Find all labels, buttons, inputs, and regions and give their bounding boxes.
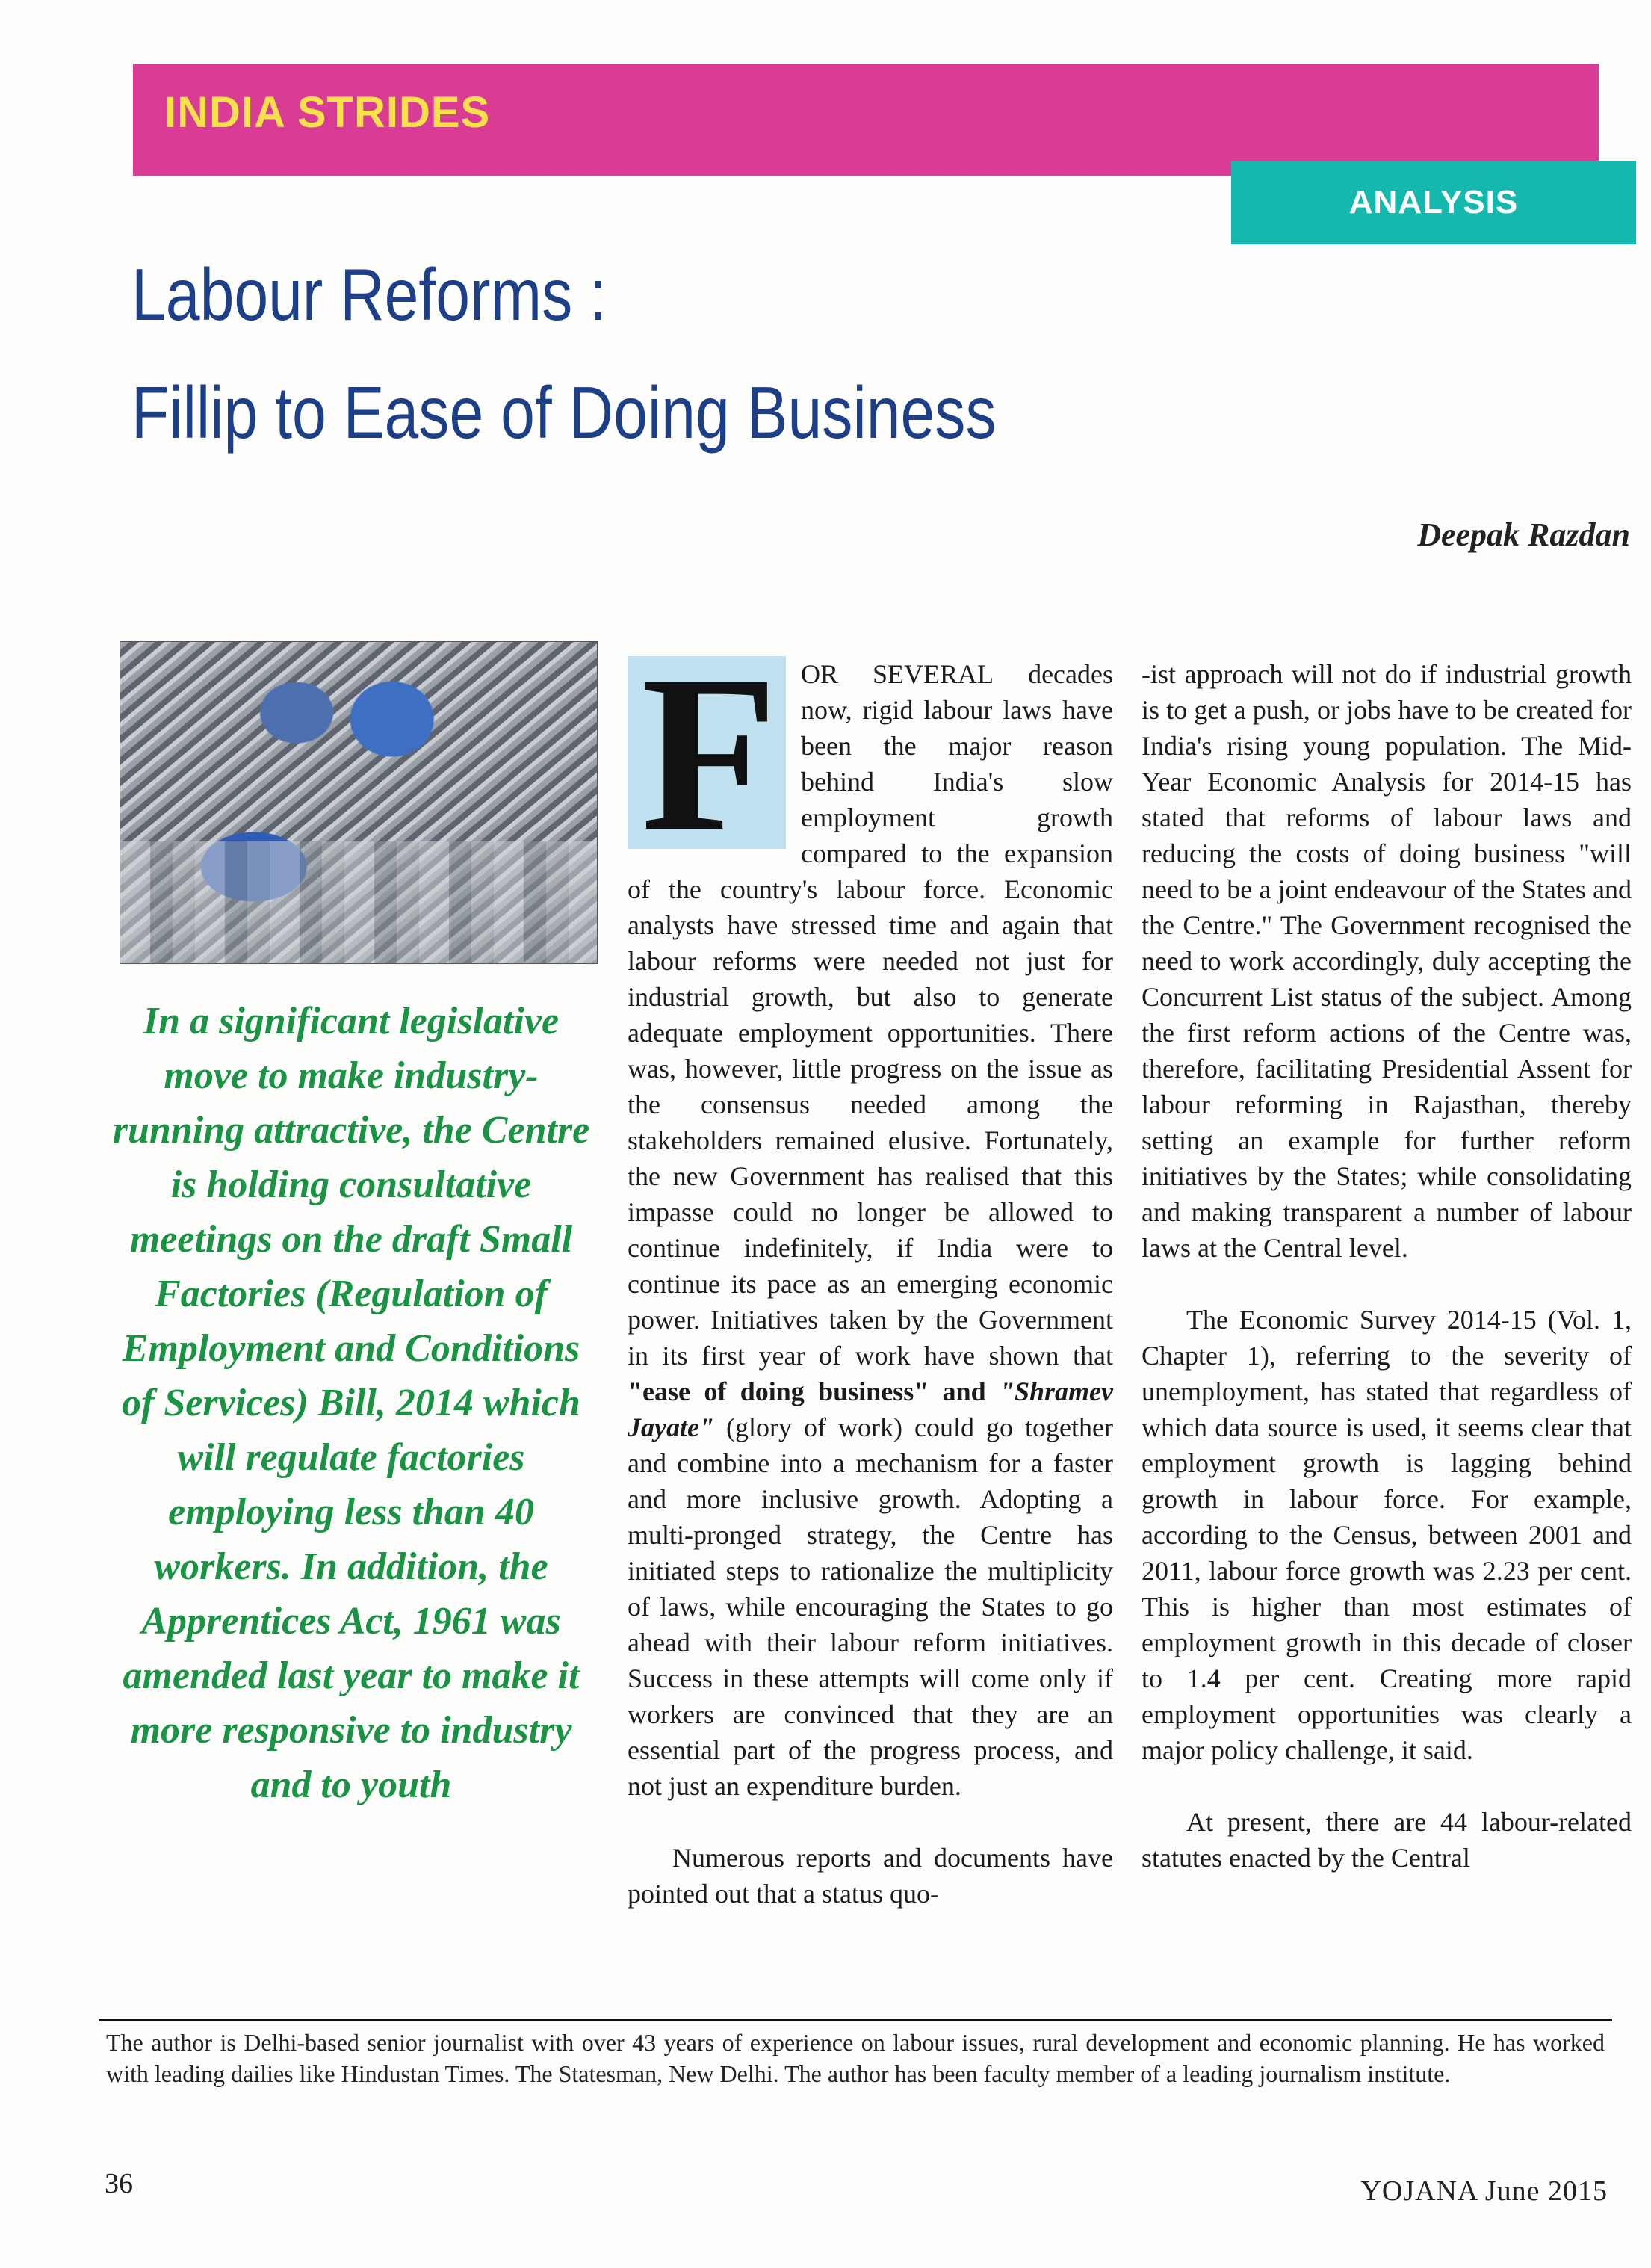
- pull-quote: In a significant legislative move to make industry-running attractive, the Centre is holding consultative meetings on the draft Small Factories (Regulation of Employment and Conditions of Services) Bill, 2014 which will regulate factories employing less than 40 workers. In addition, the Apprentices Act, 1961 was amended last year to make it more responsive to industry and to youth: [112, 1000, 590, 1806]
- paragraph-2: Numerous reports and documents have pointed out that a status quo-: [628, 1843, 1113, 1909]
- machinery-pattern: [120, 841, 597, 963]
- drop-cap-letter: F: [641, 629, 778, 877]
- paragraph-4: The Economic Survey 2014-15 (Vol. 1, Chapter 1), referring to the severity of unemployment, has stated that regardless of which data source is used, it seems clear that employment growth is lagging behind growth in labour force. For example, according to the Census, between 2001 and 2011, labour force growth was 2.23 per cent. This is higher than most estimates of employment growth in this decade of closer to 1.4 per cent. Creating more rapid employment opportunities was clearly a major policy challenge, it said.: [1142, 1305, 1632, 1765]
- paragraph-1-end: (glory of work) could go together and combine into a mechanism for a faster and more inclusive growth. Adopting a multi-pronged strategy, the Centre has initiated steps to rationalize the multiplicity of laws, while encouraging the States to go ahead with their labour reform initiatives. Success in these attempts will come only if workers are convinced that they are an essential part of the progress process, and not just an expenditure burden.: [628, 1412, 1113, 1801]
- factory-photo: [120, 641, 598, 964]
- headline-line-1: Labour Reforms :: [131, 253, 607, 336]
- section-banner: [133, 64, 1599, 176]
- analysis-tag: ANALYSIS: [1231, 161, 1636, 244]
- section-title: INDIA STRIDES: [164, 88, 491, 137]
- author-byline: Deepak Razdan: [1417, 516, 1630, 553]
- lead-in: OR SEVERAL: [801, 659, 994, 689]
- ease-of-business-phrase: "ease of doing business" and: [628, 1376, 986, 1406]
- article-headline: [131, 235, 1073, 472]
- shramev-jayate-phrase: "Shramev Jayate": [628, 1376, 1114, 1442]
- paragraph-5: At present, there are 44 labour-related statutes enacted by the Central: [1142, 1807, 1632, 1873]
- article-column-3: [1142, 656, 1632, 1876]
- author-footnote: The author is Delhi-based senior journalist with over 43 years of experience on labour issues, rural development and economic planning. He has worked with leading dailies like Hindustan Times. The Statesman, New Delhi. The author has been faculty member of a leading journalism institute.: [106, 2029, 1605, 2087]
- footnote-divider: [99, 2019, 1612, 2021]
- page-number: 36: [105, 2168, 133, 2199]
- paragraph-1-text: decades now, rigid labour laws have been the major reason behind India's slow employment growth compared to the expansion of the country's labour force. Economic analysts have stressed time and again that labour reforms were needed not just for industrial growth, but also to generate adequate employment opportunities. There was, however, little progress on the issue as the consensus needed among the stakeholders remained elusive. Fortunately, the new Government has realised that this impasse could no longer be allowed to continue indefinitely, if India were to continue its pace as an emerging economic power. Initiatives taken by the Government in its first year of work have shown that: [628, 659, 1113, 1371]
- magazine-footer: YOJANA June 2015: [1360, 2175, 1608, 2207]
- article-column-2: [628, 629, 1114, 1912]
- paragraph-1: [628, 629, 1114, 1804]
- paragraph-3: -ist approach will not do if industrial growth is to get a push, or jobs have to be created for India's rising young population. The Mid-Year Economic Analysis for 2014-15 has stated that reforms of labour laws and reducing the costs of doing business "will need to be a joint endeavour of the States and the Centre." The Government recognised the need to work accordingly, duly accepting the Concurrent List status of the subject. Among the first reform actions of the Centre was, therefore, facilitating Presidential Assent for labour reforming in Rajasthan, thereby setting an example for further reform initiatives by the States; while consolidating and making transparent a number of labour laws at the Central level.: [1142, 659, 1632, 1263]
- headline-line-2: Fillip to Ease of Doing Business: [131, 371, 997, 454]
- drop-cap: [628, 629, 786, 877]
